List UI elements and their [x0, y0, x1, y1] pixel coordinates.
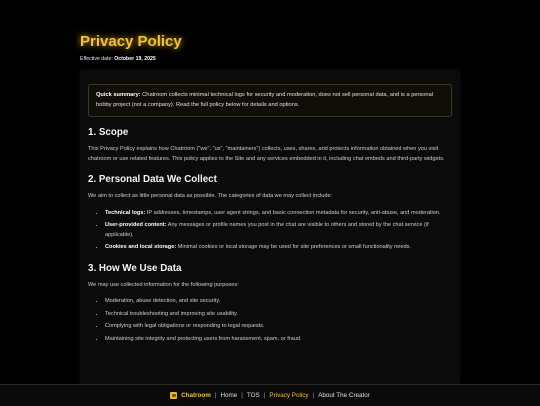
list-item-text: IP addresses, timestamps, user agent strings, and basic connection metadata for security, anti-abuse, and moderation.	[146, 209, 441, 216]
summary-text: Chatroom collects minimal technical logs for security and moderation, does not sell personal data, and is a personal hobby project (not a company). Read the full policy below for details and options.	[96, 92, 434, 108]
footer-link-home[interactable]: Home	[220, 392, 238, 399]
footer-link-tos[interactable]: TOS	[246, 392, 260, 399]
section-heading-personal-data: 2. Personal Data We Collect	[88, 174, 217, 185]
footer-link-about-creator[interactable]: About The Creator	[318, 392, 370, 399]
data-use-intro: We may use collected information for the following purposes:	[88, 281, 239, 288]
list-item: • Complying with legal obligations or responding to legal requests.	[105, 322, 452, 332]
list-item-term: Technical logs:	[105, 209, 146, 216]
page-header	[80, 33, 460, 62]
section-heading-scope: 1. Scope	[88, 127, 129, 138]
list-item	[105, 209, 452, 219]
list-item-text: Any messages or profile names you post in the chat are visible to others and stored by the chat service (if applicable).	[105, 222, 429, 238]
personal-data-intro: We aim to collect as little personal data as possible. The categories of data we may collect include:	[88, 193, 333, 199]
list-item: • Technical troubleshooting and improving site usability.	[105, 310, 452, 320]
list-item: • Moderation, abuse detection, and site security.	[105, 297, 452, 307]
effective-date-value: October 19, 2025	[114, 56, 156, 62]
footer-brand-link[interactable]: Chatroom	[181, 392, 211, 399]
data-use-list	[88, 297, 452, 344]
list-item	[105, 221, 452, 240]
personal-data-list	[88, 209, 452, 253]
list-item	[105, 243, 452, 253]
scope-paragraph: This Privacy Policy explains how Chatroom ("we", "us", "maintainers") collects, uses, shares, and protects information obtained when you visit chatroom or use related features. This policy applies to the Site and any services embedded in it, including chat embeds and third-party widgets.	[88, 146, 445, 162]
list-item-text: Minimal cookies or local storage may be used for site preferences or small functionality needs.	[177, 244, 411, 250]
site-footer	[0, 384, 540, 406]
footer-separator: |	[214, 392, 217, 399]
quick-summary-box	[88, 84, 452, 117]
effective-date-label: Effective date:	[80, 56, 113, 62]
summary-label: Quick summary:	[96, 92, 141, 98]
section-heading-data-use: 3. How We Use Data	[88, 262, 182, 274]
effective-date	[80, 56, 460, 62]
list-item-term: Cookies and local storage:	[105, 244, 177, 250]
chatroom-logo-icon	[170, 392, 177, 399]
list-item-term: User-provided content:	[105, 222, 167, 228]
footer-link-privacy-policy[interactable]: Privacy Policy	[269, 392, 309, 399]
policy-content[interactable]	[80, 70, 460, 385]
page-title: Privacy Policy	[80, 33, 182, 50]
footer-separator: |	[263, 392, 266, 399]
list-item: • Maintaining site integrity and protecting users from harassment, spam, or fraud.	[105, 335, 452, 345]
footer-separator: |	[312, 392, 315, 399]
footer-separator: |	[241, 392, 243, 399]
